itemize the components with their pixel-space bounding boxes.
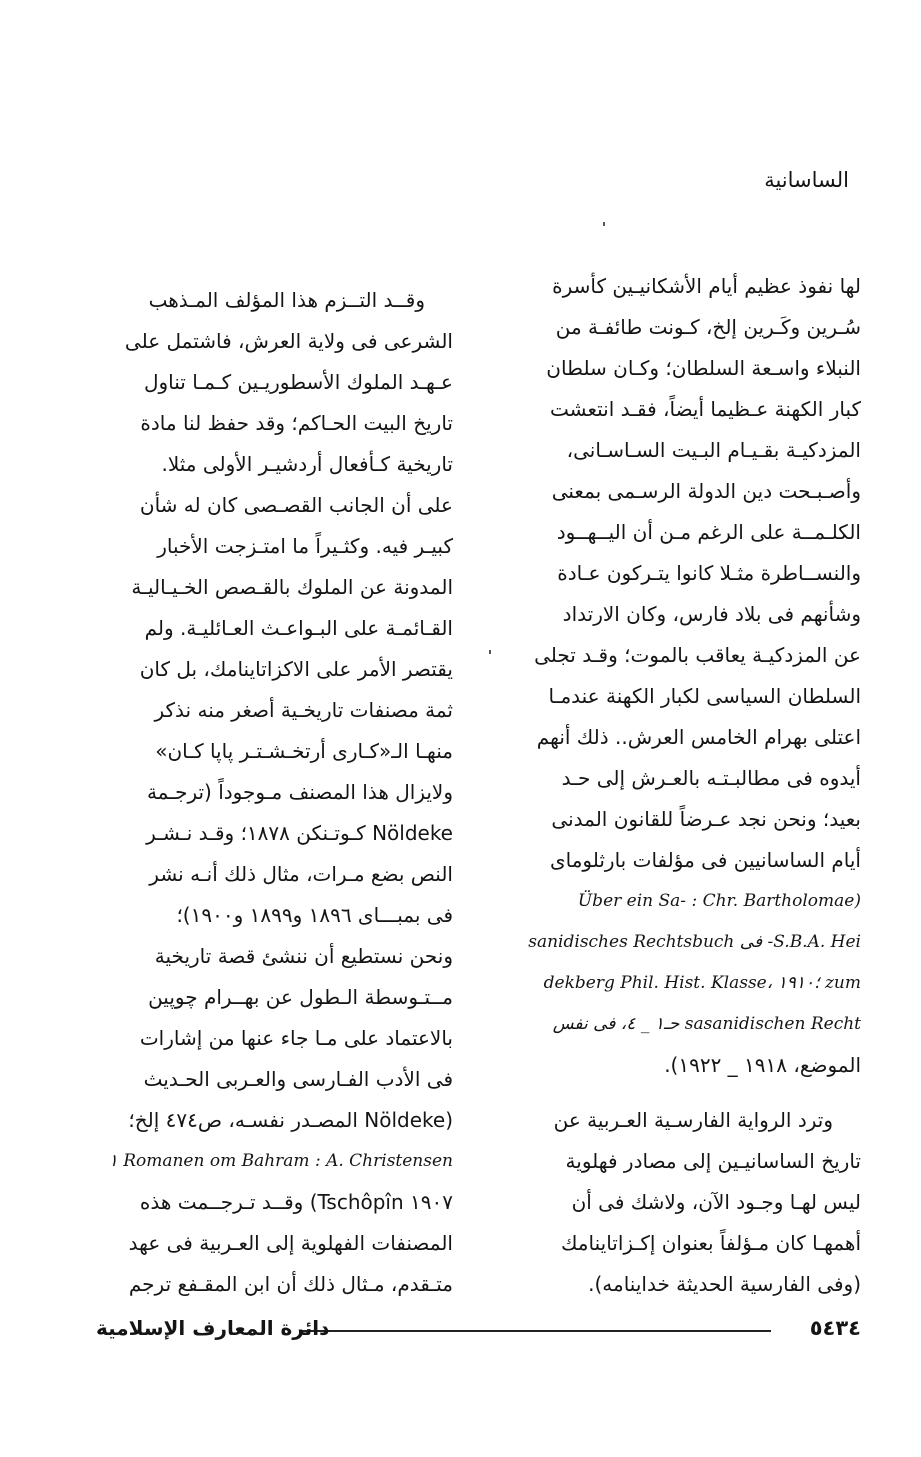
right-column — [489, 266, 861, 1305]
text-line: Romanen om Bahram : A. Christensen ١ — [108, 1151, 453, 1171]
text-line: منهـا الـ«كـارى أرتخـشـتـر پاپا كـان» — [155, 739, 453, 763]
text-line: وقــد التــزم هذا المؤلف المـذهب — [148, 288, 425, 312]
footer-rule — [301, 1330, 771, 1332]
text-line: أيدوه فى مطالبـتـه بالعـرش إلى حـد — [561, 766, 861, 790]
text-line: المصنفات الفهلوية إلى العـربية فى عهد — [128, 1231, 453, 1255]
text-line: ١٩٠٧ Tschôpîn) وقــد تـرجــمت هذه — [139, 1190, 453, 1214]
text-line: النص بضع مـرات، مثال ذلك أنـه نشر — [149, 862, 453, 886]
page-number: ٥٤٣٤ — [809, 1316, 861, 1340]
journal-title: دائرة المعارف الإسلامية — [96, 1316, 330, 1340]
paragraph — [489, 1100, 861, 1305]
text-line: Nöldeke كـوتـنكن ١٨٧٨؛ وقـد نـشـر — [146, 821, 453, 845]
text-line: وأصـبـحت دين الدولة الرسـمى بمعنى — [551, 479, 861, 503]
text-line: مــتـوسطة الـطول عن بهــرام چوپين — [148, 985, 453, 1009]
text-line: فى بمبـــاى ١٨٩٦ و١٨٩٩ و١٩٠٠)؛ — [176, 903, 453, 927]
text-line: النبلاء واسـعة السلطان؛ وكـان سلطان — [546, 356, 861, 380]
running-header: الساسانية — [764, 168, 849, 192]
page-footer — [96, 1316, 861, 1346]
text-line: عـهـد الملوك الأسطوريـين كـمـا تناول — [143, 370, 453, 394]
text-line: بعيد؛ ونحن نجد عـرضاً للقانون المدنى — [551, 807, 861, 831]
text-line: فى الأدب الفـارسى والعـربى الحـديث — [143, 1067, 453, 1091]
text-line: تاريخ الساسانيـين إلى مصادر فهلوية — [565, 1149, 861, 1173]
text-line: (Über ein Sa- : Chr. Bartholomae — [577, 891, 861, 911]
text-line: ليس لهـا وجـود الآن، ولاشك فى أن — [571, 1190, 861, 1214]
text-line: الشرعى فى ولاية العرش، فاشتمل على — [124, 329, 453, 353]
text-line: الموضع، ١٩١٨ _ ١٩٢٢). — [664, 1053, 861, 1077]
text-line: السلطان السياسى لكبار الكهنة عندمـا — [548, 684, 861, 708]
text-line: لها نفوذ عظيم أيام الأشكانيـين كأسرة — [552, 274, 861, 298]
text-line: المدونة عن الملوك بالقـصص الخـيـاليـة — [131, 575, 453, 599]
paragraph — [75, 280, 453, 1305]
text-line: أهمهـا كان مـؤلفاً بعنوان إكـزاتاينامك — [560, 1231, 861, 1255]
scan-speck — [603, 222, 605, 226]
text-line: كبيـر فيه. وكثـيراً ما امتـزجت الأخبار — [157, 534, 453, 558]
text-line: zum ؛١٩١٠ ،dekberg Phil. Hist. Klasse — [543, 973, 861, 993]
left-column — [75, 280, 453, 1305]
text-line: ونحن نستطيع أن ننشئ قصة تاريخية — [154, 944, 453, 968]
text-line: القـائمـة على البـواعـث العـائليـة. ولم — [144, 616, 453, 640]
text-line: اعتلى بهرام الخامس العرش.. ذلك أنهم — [536, 725, 861, 749]
text-line: ثمة مصنفات تاريخـية أصغر منه نذكر — [154, 698, 453, 722]
text-line: المزدكيـة بقـيـام البـيت السـاسـانى، — [566, 438, 861, 462]
text-line: متـقدم، مـثال ذلك أن ابن المقـفع ترجم — [128, 1272, 453, 1296]
text-line: سُـرين وكَـرين إلخ، كـونت طائفـة من — [555, 315, 861, 339]
text-line: ولايزال هذا المصنف مـوجوداً (ترجـمة — [146, 780, 453, 804]
text-line: الكلـمــة على الرغم مـن أن اليــهــود — [556, 520, 861, 544]
text-line: والنســاطرة مثـلا كانوا يتـركون عـادة — [557, 561, 861, 585]
text-line: (Nöldeke المصـدر نفسـه، ص٤٧٤ إلخ؛ — [128, 1108, 453, 1132]
text-line: (وفى الفارسية الحديثة خداينامه). — [588, 1272, 861, 1296]
text-line: عن المزدكيـة يعاقب بالموت؛ وقـد تجلى — [534, 643, 861, 667]
text-line: يقتصر الأمر على الاكزاتاينامك، بل كان — [139, 657, 453, 681]
text-line: وترد الرواية الفارسـية العـربية عن — [553, 1108, 833, 1132]
text-line: sasanidischen Recht حـ١ _ ٤، فى نفس — [552, 1014, 861, 1034]
text-line: وشأنهم فى بلاد فارس، وكان الارتداد — [562, 602, 861, 626]
text-line: أيام الساسانيين فى مؤلفات بارثلوماى — [549, 848, 861, 872]
text-line: على أن الجانب القصـصى كان له شأن — [139, 493, 453, 517]
text-line: تاريخ البيت الحـاكم؛ وقد حفظ لنا مادة — [140, 411, 453, 435]
text-line: تاريخية كـأفعال أردشيـر الأولى مثلا. — [161, 452, 453, 476]
text-line: بالاعتماد على مـا جاء عنها من إشارات — [139, 1026, 453, 1050]
text-line: كبار الكهنة عـظيما أيضاً، فقـد انتعشت — [550, 397, 861, 421]
paragraph — [489, 266, 861, 1086]
text-line: S.B.A. Hei- فى sanidisches Rechtsbuch — [528, 932, 861, 952]
